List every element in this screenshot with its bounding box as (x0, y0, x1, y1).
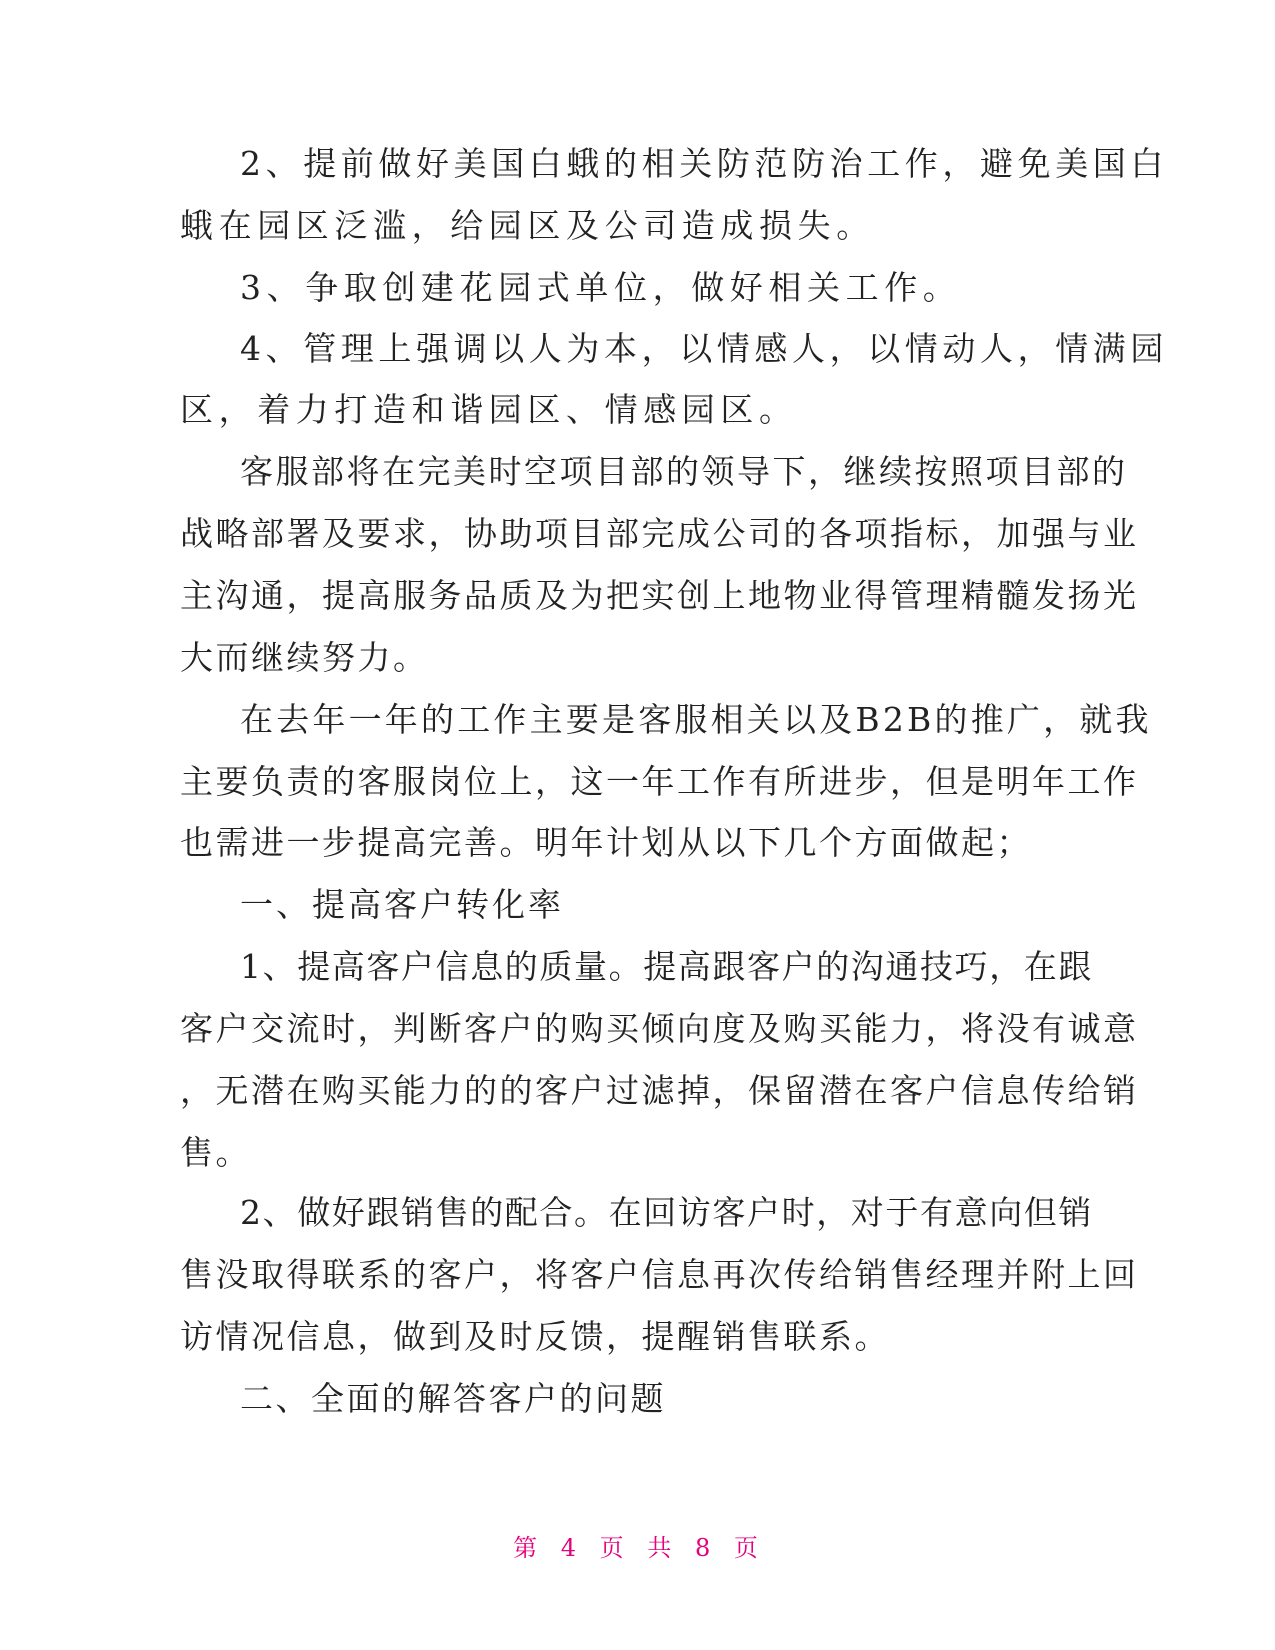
footer-label-gong: 共 (647, 1534, 676, 1562)
text-line: 2、提前做好美国白蛾的相关防范防治工作，避免美国白 (240, 144, 1168, 183)
footer-total-pages: 8 (694, 1534, 715, 1562)
text-line: 4、管理上强调以人为本，以情感人，以情动人，情满园 (240, 329, 1168, 368)
text-line: 也需进一步提高完善。明年计划从以下几个方面做起； (180, 823, 1032, 862)
text-line: 区，着力打造和谐园区、情感园区。 (180, 390, 798, 429)
text-line: 访情况信息，做到及时反馈，提醒销售联系。 (180, 1317, 890, 1356)
footer-page-number: 4 (560, 1534, 581, 1562)
text-line: 蛾在园区泛滥，给园区及公司造成损失。 (180, 206, 875, 245)
text-line: 售。 (180, 1133, 251, 1172)
text-line: 客服部将在完美时空项目部的领导下，继续按照项目部的 (240, 452, 1128, 491)
text-line: 二、全面的解答客户的问题 (240, 1379, 666, 1418)
text-line: 主沟通，提高服务品质及为把实创上地物业得管理精髓发扬光 (180, 576, 1139, 615)
text-line: 主要负责的客服岗位上，这一年工作有所进步，但是明年工作 (180, 762, 1139, 801)
text-line: 在去年一年的工作主要是客服相关以及B2B的推广，就我 (240, 700, 1152, 739)
text-line: 1、提高客户信息的质量。提高跟客户的沟通技巧，在跟 (240, 947, 1093, 986)
text-line: 战略部署及要求，协助项目部完成公司的各项指标，加强与业 (180, 514, 1139, 553)
text-line: 客户交流时，判断客户的购买倾向度及购买能力，将没有诚意 (180, 1009, 1139, 1048)
footer-label-di: 第 (513, 1534, 542, 1562)
text-line: ，无潜在购买能力的的客户过滤掉，保留潜在客户信息传给销 (180, 1071, 1139, 1110)
text-line: 售没取得联系的客户，将客户信息再次传给销售经理并附上回 (180, 1255, 1139, 1294)
text-line: 大而继续努力。 (180, 638, 429, 677)
text-line: 一、提高客户转化率 (240, 885, 564, 924)
footer-label-ye: 页 (599, 1534, 628, 1562)
footer-label-ye2: 页 (733, 1534, 762, 1562)
page-footer (0, 1528, 1275, 1563)
text-line: 2、做好跟销售的配合。在回访客户时，对于有意向但销 (240, 1193, 1093, 1232)
text-line: 3、争取创建花园式单位，做好相关工作。 (240, 268, 962, 307)
